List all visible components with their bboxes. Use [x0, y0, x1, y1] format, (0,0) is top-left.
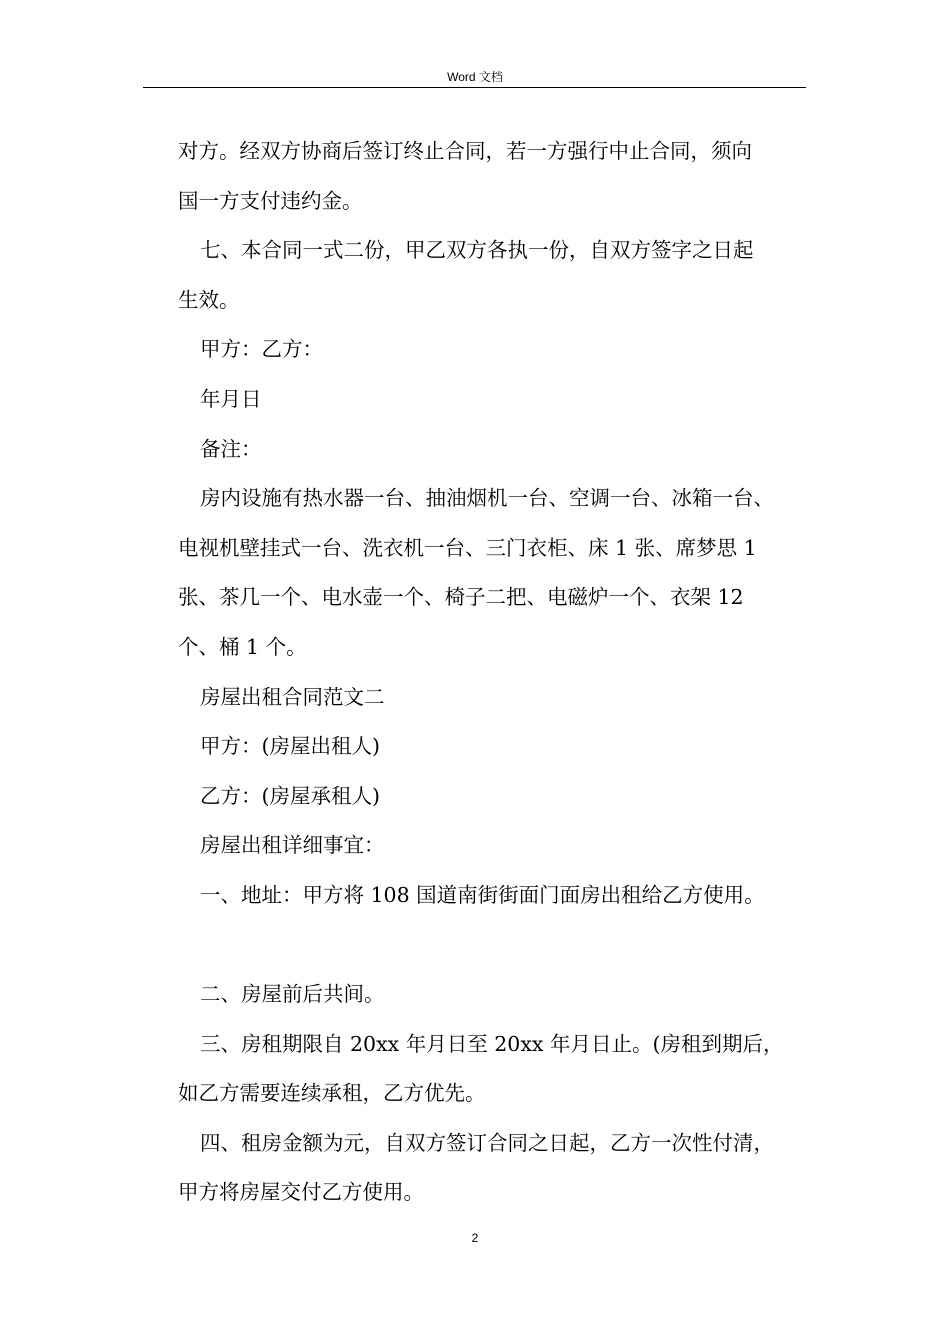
paragraph-line: 对方。经双方协商后签订终止合同，若一方强行中止合同，须向	[178, 139, 752, 163]
paragraph-line: 二、房屋前后共间。	[200, 982, 385, 1007]
page-number: 2	[471, 1231, 479, 1245]
paragraph-line: 国一方支付违约金。	[178, 188, 363, 213]
paragraph-line: 七、本合同一式二份，甲乙双方各执一份，自双方签字之日起	[200, 238, 754, 263]
paragraph-line: 个、桶 1 个。	[178, 634, 307, 659]
paragraph-line: 甲方将房屋交付乙方使用。	[178, 1180, 424, 1205]
paragraph-line: 房屋出租详细事宜：	[200, 833, 385, 858]
paragraph-line: 房内设施有热水器一台、抽油烟机一台、空调一台、冰箱一台、	[200, 486, 774, 511]
header-divider	[143, 87, 806, 88]
page-header: Word 文档	[447, 70, 503, 84]
paragraph-line: 乙方：(房屋承租人)	[200, 783, 380, 808]
paragraph-line: 如乙方需要连续承租，乙方优先。	[178, 1081, 486, 1106]
paragraph-line: 生效。	[178, 287, 240, 312]
paragraph-line: 四、租房金额为元，自双方签订合同之日起，乙方一次性付清，	[200, 1130, 774, 1155]
paragraph-line: 备注：	[200, 436, 262, 461]
paragraph-line: 一、地址：甲方将 108 国道南街街面门面房出租给乙方使用。	[200, 882, 765, 907]
paragraph-line: 甲方：乙方：	[200, 337, 323, 362]
paragraph-line: 张、茶几一个、电水壶一个、椅子二把、电磁炉一个、衣架 12	[178, 585, 744, 610]
document-body	[178, 127, 818, 1218]
paragraph-line: 三、房租期限自 20xx 年月日至 20xx 年月日止。(房租到期后，	[200, 1031, 784, 1056]
paragraph-line: 房屋出租合同范文二	[200, 684, 385, 709]
blank-line	[178, 921, 818, 971]
paragraph-line: 甲方：(房屋出租人)	[200, 734, 380, 759]
paragraph-line: 电视机壁挂式一台、洗衣机一台、三门衣柜、床 1 张、席梦思 1	[178, 535, 757, 560]
paragraph-line: 年月日	[200, 386, 262, 411]
